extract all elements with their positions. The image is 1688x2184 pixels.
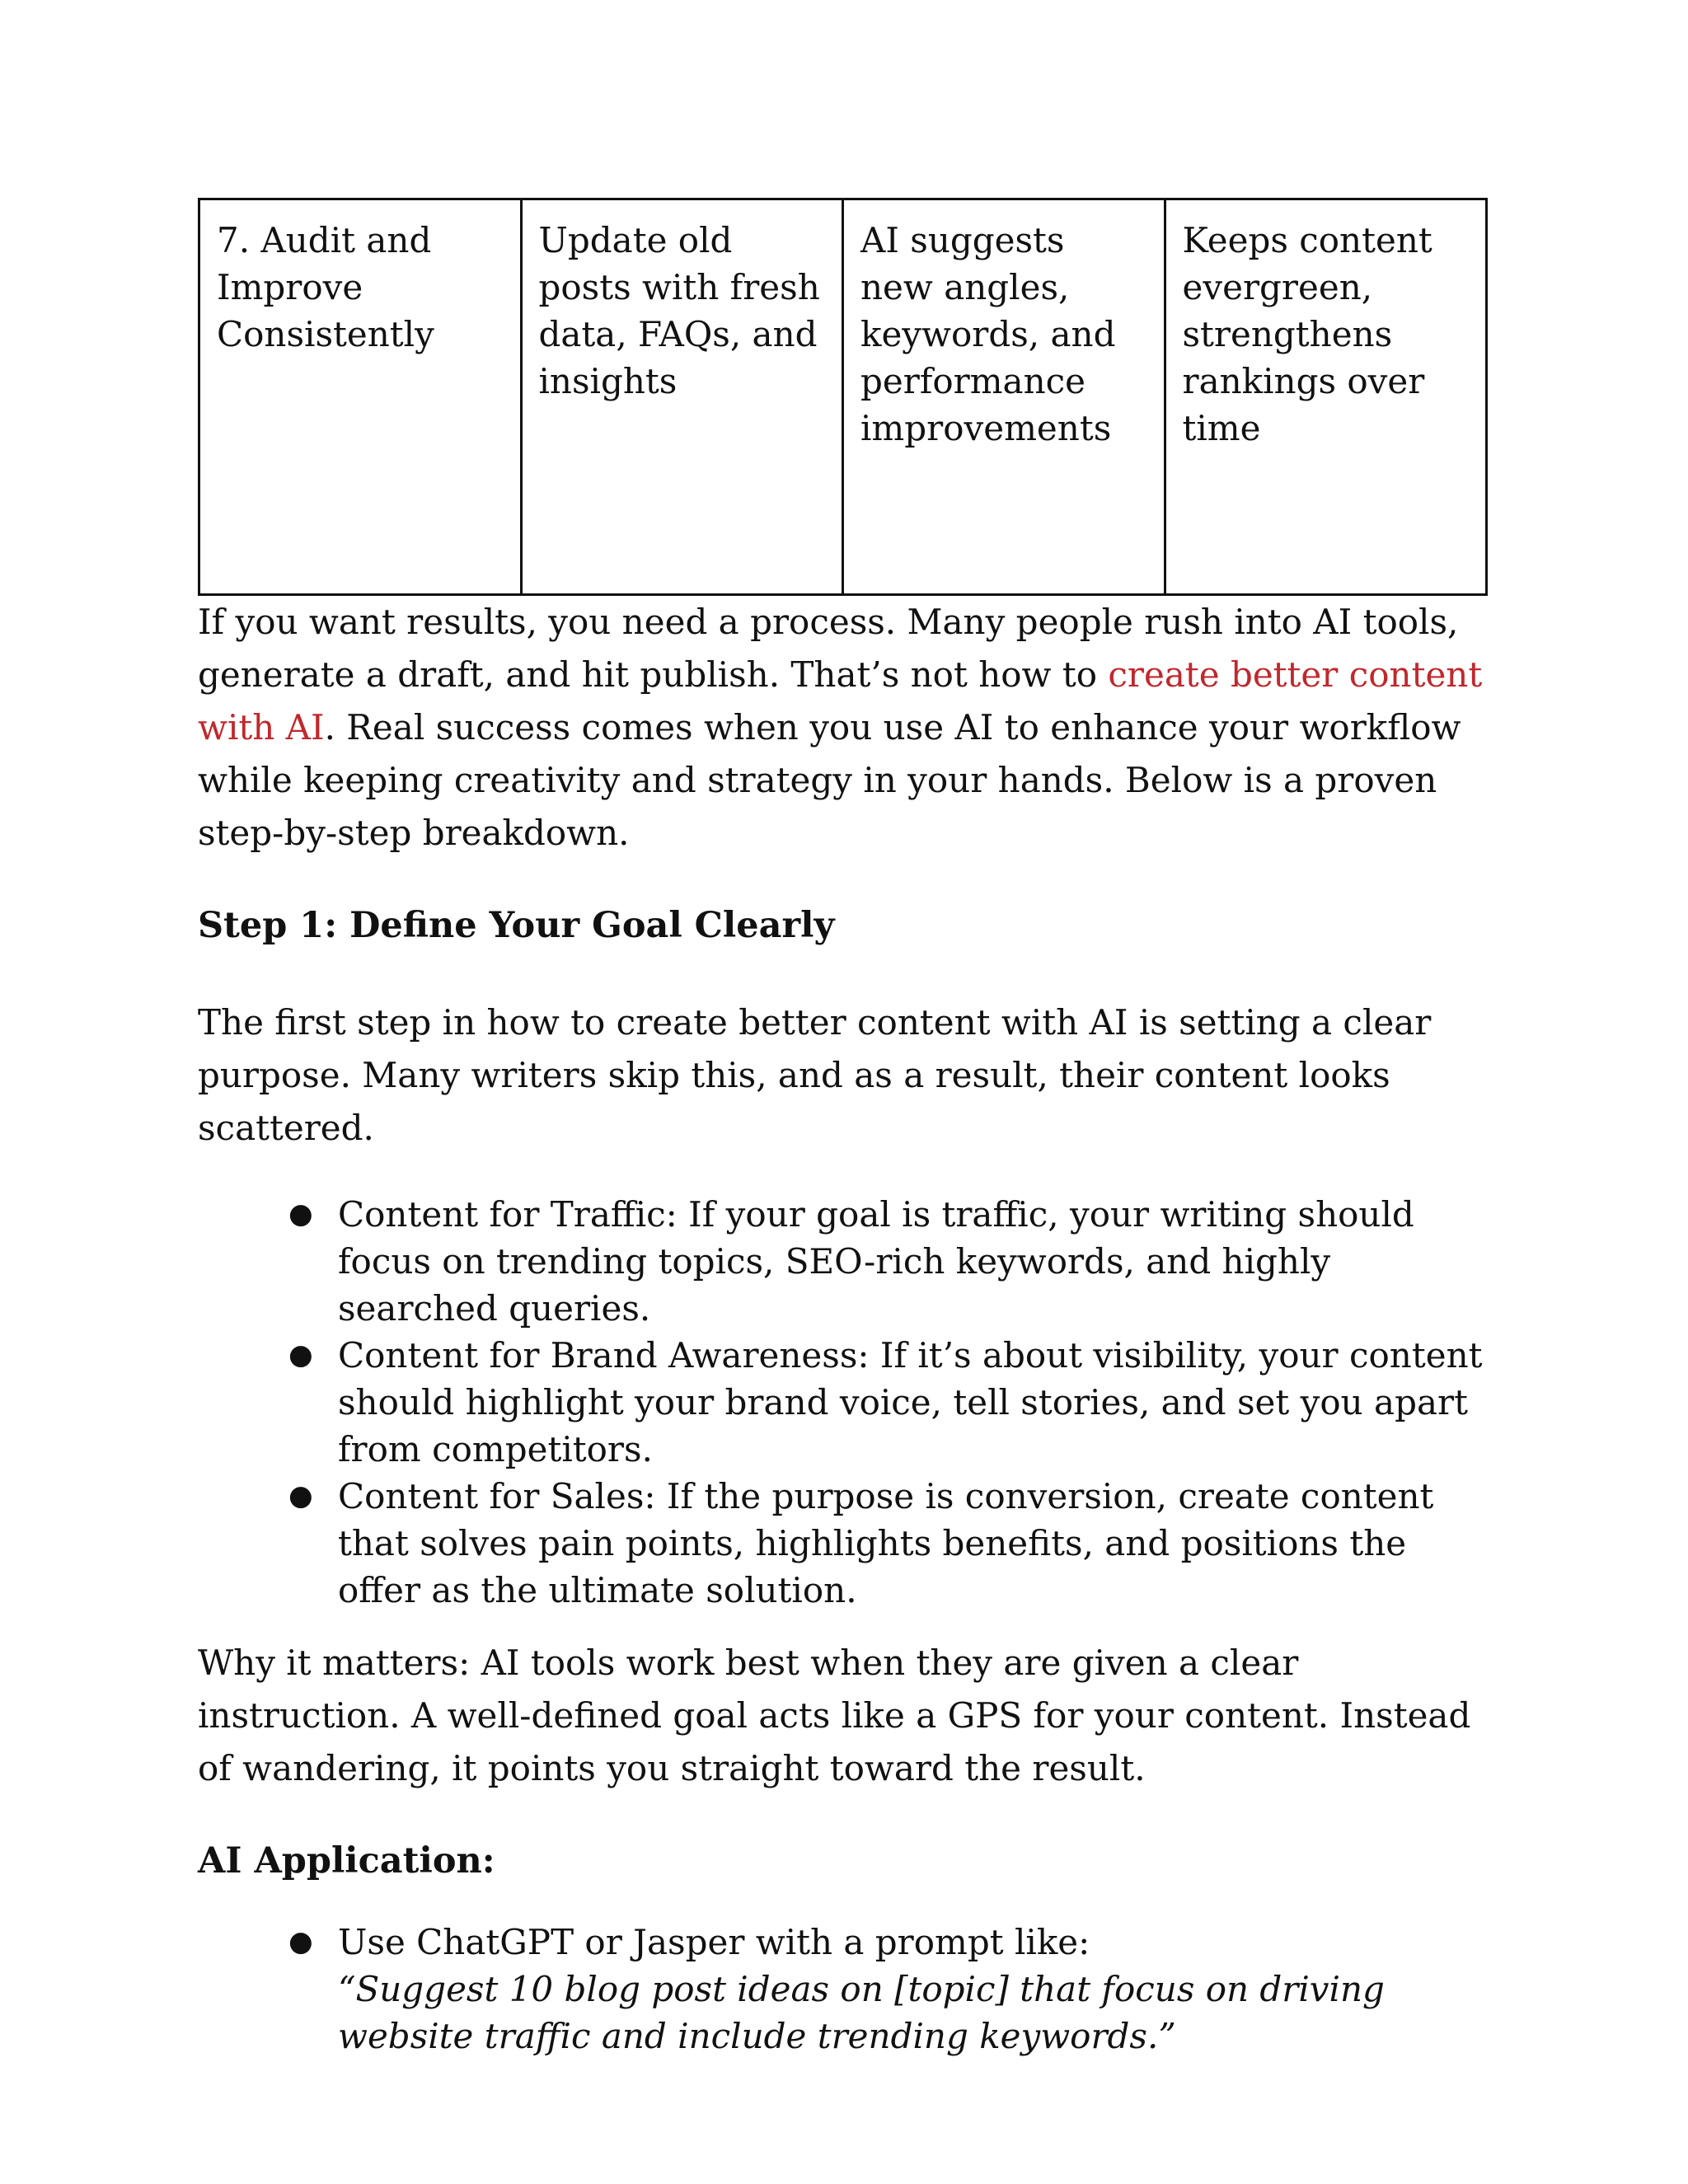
table-cell-ai-role: AI suggests new angles, keywords, and performance improvements [843,199,1165,595]
bullet-icon: ● [288,1338,313,1371]
intro-text-after: . Real success comes when you use AI to enhance your workflow while keeping creativity and strategy in your hands. Below is a proven step-by-step breakdown. [198,707,1461,853]
bullet-text: Content for Sales: If the purpose is conversion, create content that solves pain points, highlights benefits, and positions the offer as the ultimate solution. [338,1476,1434,1610]
bullet-text: Content for Traffic: If your goal is traffic, your writing should focus on trending topics, SEO-rich keywords, and highly searched queries. [338,1194,1414,1329]
list-item [288,1332,1488,1473]
goal-bullet-list [198,1191,1488,1614]
step1-heading: Step 1: Define Your Goal Clearly [198,905,835,946]
table-cell-step: 7. Audit and Improve Consistently [199,199,522,595]
document-page [198,198,1488,2060]
intro-paragraph [198,596,1488,860]
list-item [288,1473,1488,1614]
table-row [199,199,1487,595]
list-item [288,1919,1488,2060]
bullet-icon: ● [288,1479,313,1512]
intro-text-before: If you want results, you need a process. Many people rush into AI tools, generate a draft, and hit publish. That’s not how to [198,602,1459,695]
ai-application-heading: AI Application: [198,1840,495,1882]
why-it-matters-paragraph: Why it matters: AI tools work best when they are given a clear instruction. A well-defined goal acts like a GPS for your content. Instead of wandering, it points you straight toward the result. [198,1643,1471,1788]
create-better-content-link[interactable]: create better content with AI [198,654,1483,748]
bullet-icon: ● [288,1197,313,1230]
prompt-quote: “Suggest 10 blog post ideas on [topic] that focus on driving website traffic and include trending keywords.” [338,1969,1385,2056]
ai-application-list [198,1919,1488,2060]
list-item [288,1191,1488,1332]
bullet-text: Use ChatGPT or Jasper with a prompt like: [338,1922,1090,1962]
bullet-text: Content for Brand Awareness: If it’s about visibility, your content should highlight your brand voice, tell stories, and set you apart from competitors. [338,1335,1483,1469]
table-cell-benefit: Keeps content evergreen, strengthens rankings over time [1165,199,1487,595]
step1-paragraph: The first step in how to create better content with AI is setting a clear purpose. Many writers skip this, and as a result, their content looks scattered. [198,1002,1432,1148]
table-cell-action: Update old posts with fresh data, FAQs, and insights [521,199,843,595]
bullet-icon: ● [288,1925,313,1958]
process-table [198,198,1488,596]
